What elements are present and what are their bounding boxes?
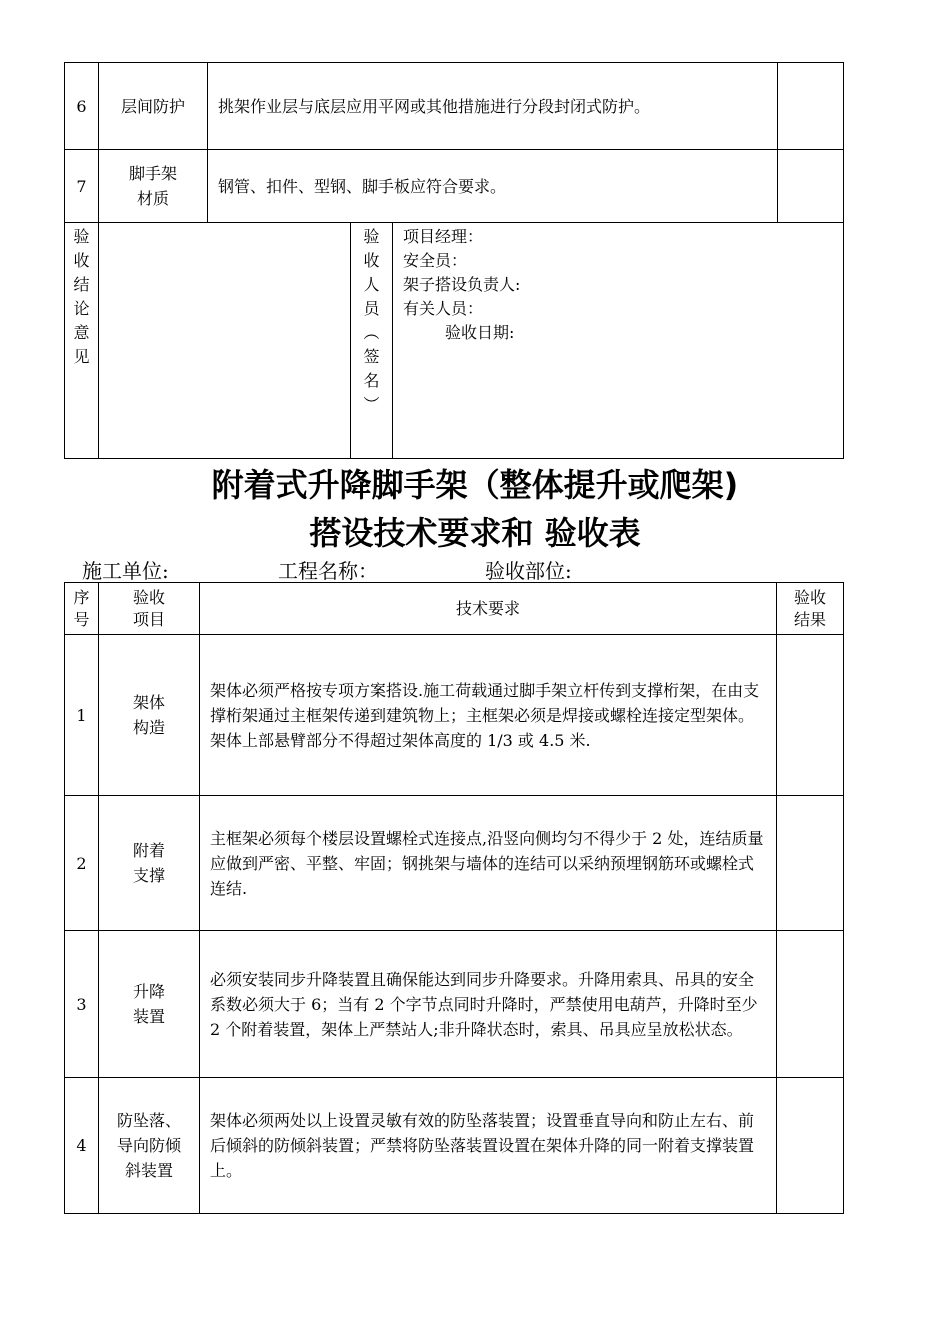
row-number: 1 [65,635,99,796]
result-cell [777,635,844,796]
label-char: 论 [73,299,90,318]
header-result [777,583,844,635]
table-row [65,223,844,459]
inspection-item [99,150,208,223]
main-acceptance-table [64,582,844,1214]
table-row [65,635,844,796]
safety-officer-label: 安全员： [403,251,468,270]
technical-requirement: 挑架作业层与底层应用平网或其他措施进行分段封闭式防护。 [208,63,778,150]
technical-requirement: 钢管、扣件、型钢、脚手板应符合要求。 [208,150,778,223]
label-char: ︵ [363,323,380,342]
label-char: 验 [73,227,90,246]
technical-requirement: 主框架必须每个楼层设置螺栓式连接点,沿竖向侧均匀不得少于 2 处，连结质量应做到严密、平整、牢固；钢挑架与墙体的连结可以采纳预埋钢筋环或螺栓式连结. [200,796,777,931]
conclusion-field[interactable] [99,223,351,459]
item-line: 支撑 [132,866,165,885]
item-line: 构造 [132,718,165,737]
item-line: 架体 [132,693,165,712]
project-manager-label: 项目经理： [403,227,484,246]
inspection-item: 层间防护 [99,63,208,150]
header-text: 结果 [793,609,826,629]
table-row [65,150,844,223]
inspection-item [99,1078,200,1214]
table-row [65,796,844,931]
header-item [99,583,200,635]
result-cell [777,796,844,931]
technical-requirement: 架体必须严格按专项方案搭设.施工荷载通过脚手架立杆传到支撑桁架，在由支撑桁架通过主框架传递到建筑物上；主框架必须是焊接或螺栓连接定型架体。架体上部悬臂部分不得超过架体高度的 1/3 或 4.5 米. [200,635,777,796]
label-char: 名 [363,371,380,390]
conclusion-label [65,223,99,459]
item-line: 导向防倾 [116,1136,181,1155]
inspection-item [99,931,200,1078]
header-text: 项目 [132,609,165,629]
label-char: 见 [73,347,90,366]
result-cell [778,63,844,150]
inspection-item [99,796,200,931]
item-line: 脚手架 [128,164,177,183]
header-number [65,583,99,635]
item-line: 材质 [136,189,169,208]
acceptance-date-label: 验收日期: [445,323,515,342]
header-text: 序 [73,587,90,607]
table-row [65,1078,844,1214]
label-char: 验 [363,227,380,246]
table-row [65,931,844,1078]
label-char: 收 [73,251,90,270]
top-acceptance-table [64,62,844,459]
item-line: 斜装置 [124,1161,173,1180]
result-cell [778,150,844,223]
label-char: ︶ [363,395,380,414]
project-name-label: 工程名称： [278,559,378,583]
row-number: 7 [65,150,99,223]
label-char: 结 [73,275,90,294]
item-line: 升降 [132,982,165,1001]
label-char: 意 [73,323,90,342]
item-line: 附着 [132,841,165,860]
table-header-row [65,583,844,635]
label-char: 签 [363,347,380,366]
item-line: 防坠落、 [116,1111,181,1130]
page-title: 附着式升降脚手架（整体提升或爬架) [211,466,739,504]
item-line: 装置 [132,1007,165,1026]
label-char: 人 [363,275,380,294]
construction-unit-label: 施工单位: [82,559,169,583]
header-requirement: 技术要求 [200,583,777,635]
label-char: 收 [363,251,380,270]
header-text: 号 [73,609,90,629]
page-subtitle: 搭设技术要求和 验收表 [309,514,641,552]
technical-requirement: 必须安装同步升降装置且确保能达到同步升降要求。升降用索具、吊具的安全系数必须大于 6；当有 2 个字节点同时升降时，严禁使用电葫芦，升降时至少 2 个附着装置，架体上严禁站人;非升降状态时，索具、吊具应呈放松状态。 [200,931,777,1078]
signature-field[interactable] [393,223,844,459]
row-number: 2 [65,796,99,931]
inspection-item [99,635,200,796]
label-char: 员 [363,299,380,318]
scaffold-lead-label: 架子搭设负责人: [403,275,521,294]
header-text: 验收 [132,587,165,607]
acceptance-part-label: 验收部位: [485,559,572,583]
technical-requirement: 架体必须两处以上设置灵敏有效的防坠落装置；设置垂直导向和防止左右、前后倾斜的防倾斜装置；严禁将防坠落装置设置在架体升降的同一附着支撑装置上。 [200,1078,777,1214]
row-number: 4 [65,1078,99,1214]
header-text: 验收 [793,587,826,607]
table-row [65,63,844,150]
result-cell [777,931,844,1078]
related-personnel-label: 有关人员： [403,299,484,318]
row-number: 3 [65,931,99,1078]
result-cell [777,1078,844,1214]
row-number: 6 [65,63,99,150]
signers-label [351,223,393,459]
